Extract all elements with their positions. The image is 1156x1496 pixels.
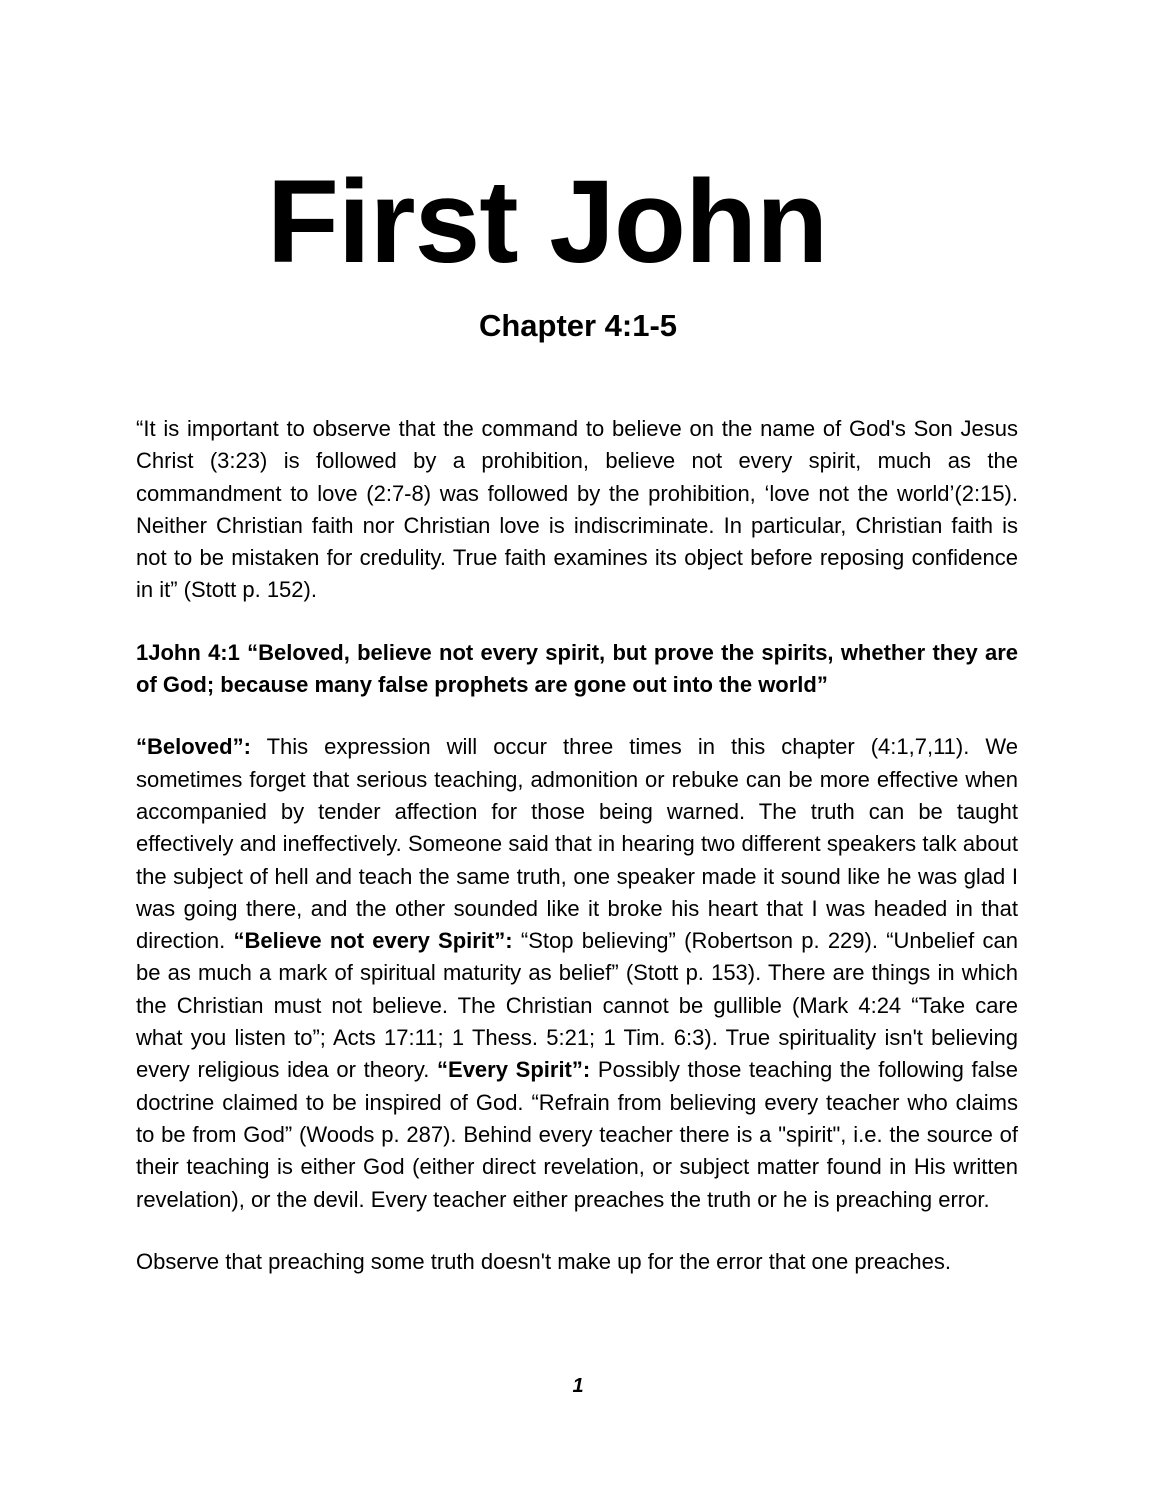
commentary-text-2: “Stop believing” (Robertson p. 229). “Unbelief can be as much a mark of spiritual maturity as belief” (Stott p. 153). There are things in which the Christian must not believe. The Christian cannot be gullible (Mark 4:24 “Take care what you listen to”; Acts 17:11; 1 Thess. 5:21; 1 Tim. 6:3). True spirituality isn't believing every religious idea or theory. [136, 928, 1018, 1083]
commentary-paragraph [136, 731, 1018, 1215]
document-title: First John [266, 156, 828, 288]
commentary-text-1: This expression will occur three times in this chapter (4:1,7,11). We sometimes forget that serious teaching, admonition or rebuke can be more effective when accompanied by tender affection for those being warned. The truth can be taught effectively and ineffectively. Someone said that in hearing two different speakers talk about the subject of hell and teach the same truth, one speaker made it sound like he was glad I was going there, and the other sounded like it broke his heart that I was headed in that direction. [136, 734, 1018, 954]
chapter-subtitle: Chapter 4:1-5 [478, 308, 678, 343]
term-believe-not-every-spirit: “Believe not every Spirit”: [233, 928, 513, 954]
closing-line: Observe that preaching some truth doesn't make up for the error that one preaches. [136, 1248, 951, 1274]
document-body [136, 413, 1018, 1308]
term-beloved: “Beloved”: [136, 734, 251, 760]
verse-paragraph: 1John 4:1 “Beloved, believe not every spirit, but prove the spirits, whether they are of God; because many false prophets are gone out into the world” [136, 639, 1018, 698]
term-every-spirit: “Every Spirit”: [437, 1057, 591, 1083]
page-number: 1 [572, 1375, 584, 1397]
commentary-text-3: Possibly those teaching the following false doctrine claimed to be inspired of God. “Refrain from believing every teacher who claims to be from God” (Woods p. 287). Behind every teacher there is a "spirit", i.e. the source of their teaching is either God (either direct revelation, or subject matter found in His written revelation), or the devil. Every teacher either preaches the truth or he is preaching error. [136, 1057, 1018, 1212]
intro-quote-paragraph: “It is important to observe that the command to believe on the name of God's Son Jesus Christ (3:23) is followed by a prohibition, believe not every spirit, much as the commandment to love (2:7-8) was followed by the prohibition, ‘love not the world’(2:15). Neither Christian faith nor Christian love is indiscriminate. In particular, Christian faith is not to be mistaken for credulity. True faith examines its object before reposing confidence in it” (Stott p. 152). [136, 416, 1018, 603]
